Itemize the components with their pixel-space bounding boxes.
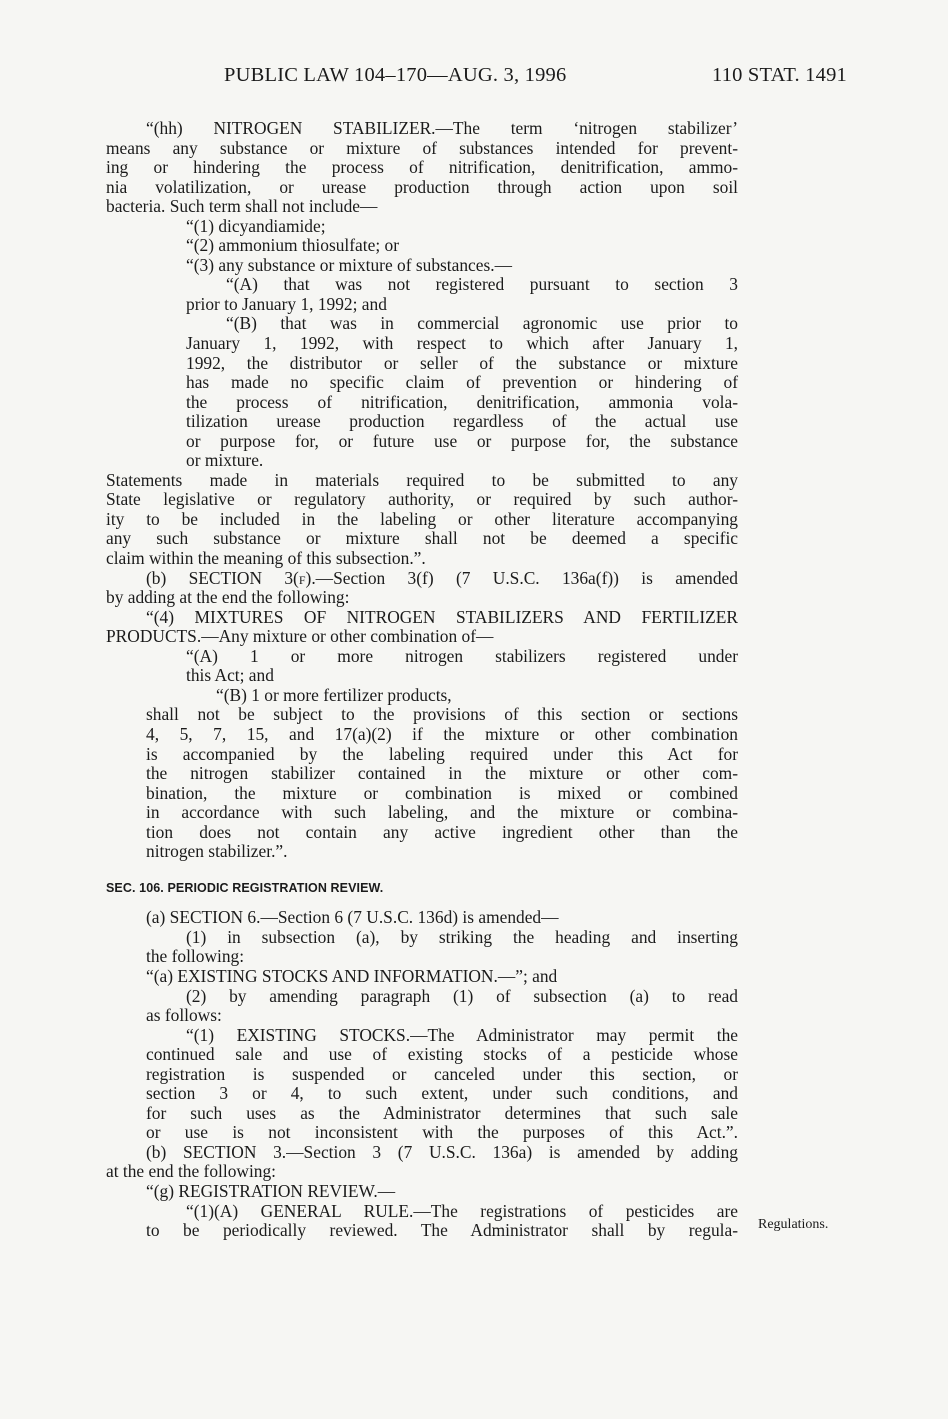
section-heading: SEC. 106. PERIODIC REGISTRATION REVIEW. bbox=[106, 880, 384, 895]
text-line: or mixture. bbox=[186, 450, 264, 471]
text-line: nia volatilization, or urease production through action upon soil bbox=[106, 176, 738, 197]
document-body bbox=[106, 119, 738, 1241]
text-line: to be periodically reviewed. The Administrator shall by regula- bbox=[146, 1220, 738, 1241]
text-line: this Act; and bbox=[186, 665, 274, 686]
text-line: by adding at the end the following: bbox=[106, 587, 350, 608]
text-line: (b) SECTION 3.—Section 3 (7 U.S.C. 136a) is amended by adding bbox=[146, 1141, 738, 1162]
text-line: bacteria. Such term shall not include— bbox=[106, 196, 378, 217]
text-line: “(A) 1 or more nitrogen stabilizers registered under bbox=[186, 645, 738, 666]
text-line: PRODUCTS.—Any mixture or other combination of— bbox=[106, 626, 494, 647]
text-line: (b) SECTION 3(f).—Section 3(f) (7 U.S.C. 136a(f)) is amended bbox=[146, 567, 738, 588]
text-line: (2) by amending paragraph (1) of subsection (a) to read bbox=[186, 985, 738, 1006]
text-line: 1992, the distributor or seller of the substance or mixture bbox=[186, 352, 738, 373]
text-line: in accordance with such labeling, and the mixture or combina- bbox=[146, 802, 738, 823]
text-line: tilization urease production regardless of the actual use bbox=[186, 411, 738, 432]
text-line: claim within the meaning of this subsection.”. bbox=[106, 548, 426, 569]
text-line: nitrogen stabilizer.”. bbox=[146, 841, 288, 862]
text-line: “(B) 1 or more fertilizer products, bbox=[216, 684, 452, 705]
text-line: as follows: bbox=[146, 1005, 222, 1026]
text-line: is accompanied by the labeling required under this Act for bbox=[146, 743, 738, 764]
text-line: or use is not inconsistent with the purposes of this Act.”. bbox=[146, 1122, 738, 1143]
text-line: “(A) that was not registered pursuant to section 3 bbox=[226, 274, 738, 295]
margin-note: Regulations. bbox=[758, 1217, 829, 1232]
text-line: for such uses as the Administrator determines that such sale bbox=[146, 1102, 738, 1123]
text-line: “(2) ammonium thiosulfate; or bbox=[186, 235, 399, 256]
text-line: “(g) REGISTRATION REVIEW.— bbox=[146, 1180, 396, 1201]
text-line: the nitrogen stabilizer contained in the mixture or other com- bbox=[146, 763, 738, 784]
text-line: tion does not contain any active ingredient other than the bbox=[146, 821, 738, 842]
text-line: the following: bbox=[146, 946, 245, 967]
text-line: at the end the following: bbox=[106, 1161, 277, 1182]
text-line: “(hh) NITROGEN STABILIZER.—The term ‘nitrogen stabilizer’ bbox=[146, 118, 738, 138]
text-line: “(B) that was in commercial agronomic use prior to bbox=[226, 313, 738, 334]
text-line: any such substance or mixture shall not be deemed a specific bbox=[106, 528, 738, 549]
text-line: has made no specific claim of prevention or hindering of bbox=[186, 372, 738, 393]
text-line: shall not be subject to the provisions of this section or sections bbox=[146, 704, 738, 725]
text-line: means any substance or mixture of substances intended for prevent- bbox=[106, 137, 738, 158]
text-line: “(4) MIXTURES OF NITROGEN STABILIZERS AND FERTILIZER bbox=[146, 606, 738, 627]
text-line: January 1, 1992, with respect to which after January 1, bbox=[186, 333, 738, 354]
text-line: (1) in subsection (a), by striking the heading and inserting bbox=[186, 926, 738, 947]
text-line: “(a) EXISTING STOCKS AND INFORMATION.—”; and bbox=[146, 965, 558, 986]
text-line: “(1)(A) GENERAL RULE.—The registrations of pesticides are bbox=[186, 1200, 738, 1221]
text-line: State legislative or regulatory authority, or required by such author- bbox=[106, 489, 738, 510]
text-line: prior to January 1, 1992; and bbox=[186, 293, 387, 314]
text-line: ity to be included in the labeling or other literature accompanying bbox=[106, 508, 738, 529]
text-line: continued sale and use of existing stocks of a pesticide whose bbox=[146, 1044, 738, 1065]
page-header-stat-number: 110 STAT. 1491 bbox=[712, 64, 847, 86]
page-header-title: PUBLIC LAW 104–170—AUG. 3, 1996 bbox=[224, 64, 567, 86]
text-line: or purpose for, or future use or purpose for, the substance bbox=[186, 430, 738, 451]
text-line: “(1) EXISTING STOCKS.—The Administrator may permit the bbox=[186, 1024, 738, 1045]
text-line: the process of nitrification, denitrification, ammonia vola- bbox=[186, 391, 738, 412]
text-line: 4, 5, 7, 15, and 17(a)(2) if the mixture or other combination bbox=[146, 723, 738, 744]
text-line: “(1) dicyandiamide; bbox=[186, 215, 326, 236]
text-line: “(3) any substance or mixture of substances.— bbox=[186, 254, 512, 275]
text-line: (a) SECTION 6.—Section 6 (7 U.S.C. 136d) is amended— bbox=[146, 907, 559, 928]
text-line: bination, the mixture or combination is mixed or combined bbox=[146, 782, 738, 803]
text-line: registration is suspended or canceled under this section, or bbox=[146, 1063, 738, 1084]
text-line: Statements made in materials required to be submitted to any bbox=[106, 469, 738, 490]
text-line: ing or hindering the process of nitrification, denitrification, ammo- bbox=[106, 157, 738, 178]
text-line: section 3 or 4, to such extent, under such conditions, and bbox=[146, 1083, 738, 1104]
